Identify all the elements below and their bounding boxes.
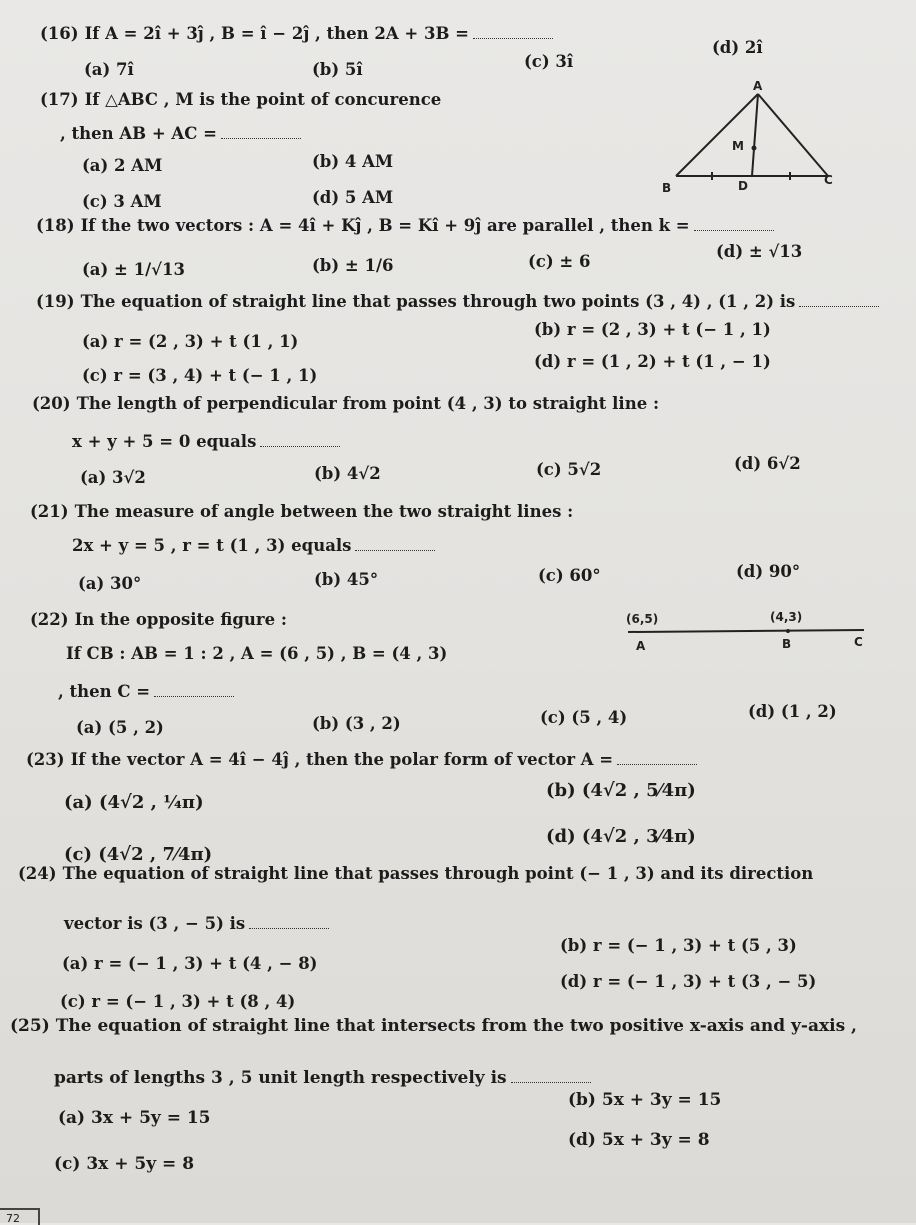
q17-option-c: (c) 3 AM <box>82 192 162 211</box>
answer-blank <box>355 550 435 551</box>
q24-option-a: (a) r = (− 1 , 3) + t (4 , − 8) <box>62 954 318 973</box>
q19-option-c: (c) r = (3 , 4) + t (− 1 , 1) <box>82 366 318 385</box>
segment-ac <box>628 630 864 632</box>
question-20-stem: (20) The length of perpendicular from point (4 , 3) to straight line : <box>32 394 660 413</box>
median-ad <box>752 94 758 176</box>
q25-option-c: (c) 3x + 5y = 8 <box>54 1154 195 1174</box>
q16-option-c: (c) 3î <box>524 52 574 71</box>
q23-option-b: (b) (4√2 , 5⁄4π) <box>546 780 696 801</box>
point-m <box>752 146 757 151</box>
q16-option-a: (a) 7î <box>84 60 134 79</box>
label-b: B <box>662 181 672 195</box>
q18-option-d: (d) ± √13 <box>716 242 803 261</box>
q25-option-a: (a) 3x + 5y = 15 <box>58 1108 211 1128</box>
q19-option-b: (b) r = (2 , 3) + t (− 1 , 1) <box>534 320 771 339</box>
question-22-stem-2: If CB : AB = 1 : 2 , A = (6 , 5) , B = (4 , 3) <box>66 644 448 663</box>
label-m: M <box>732 139 744 153</box>
question-22-stem: (22) In the opposite figure : <box>30 610 287 629</box>
label-d: D <box>738 179 748 193</box>
q19-option-a: (a) r = (2 , 3) + t (1 , 1) <box>82 332 299 351</box>
point-b <box>786 629 790 633</box>
q18-option-c: (c) ± 6 <box>528 252 591 271</box>
triangle-figure <box>656 78 846 198</box>
q21-option-d: (d) 90° <box>736 562 801 581</box>
answer-blank <box>249 928 329 929</box>
q23-option-d: (d) (4√2 , 3⁄4π) <box>546 826 696 847</box>
q18-option-a: (a) ± 1/√13 <box>82 260 185 279</box>
q23-option-a: (a) (4√2 , ¼π) <box>64 792 204 813</box>
q19-option-d: (d) r = (1 , 2) + t (1 , − 1) <box>534 352 771 371</box>
question-24-stem-2: vector is (3 , − 5) is <box>64 916 329 933</box>
answer-blank <box>511 1082 591 1083</box>
answer-blank <box>260 446 340 447</box>
q24-option-c: (c) r = (− 1 , 3) + t (8 , 4) <box>60 992 296 1011</box>
line-segment-figure <box>624 610 874 658</box>
q25-option-b: (b) 5x + 3y = 15 <box>568 1090 722 1110</box>
q22-option-c: (c) (5 , 4) <box>540 708 628 727</box>
coord-b: (4,3) <box>770 610 803 624</box>
answer-blank <box>799 306 879 307</box>
q21-option-c: (c) 60° <box>538 566 601 585</box>
side-ab <box>676 94 758 176</box>
question-25-stem-2: parts of lengths 3 , 5 unit length respectively is <box>54 1070 591 1087</box>
answer-blank <box>221 138 301 139</box>
question-18-stem: (18) If the two vectors : A = 4î + Kĵ , B = Kî + 9ĵ are parallel , then k = <box>36 218 774 235</box>
question-23-stem: (23) If the vector A = 4î − 4ĵ , then the polar form of vector A = <box>26 752 697 769</box>
question-21-stem-2: 2x + y = 5 , r = t (1 , 3) equals <box>72 538 435 555</box>
label-c: C <box>854 635 863 649</box>
question-20-stem-2: x + y + 5 = 0 equals <box>72 434 340 451</box>
q16-option-b: (b) 5î <box>312 60 363 79</box>
q25-option-d: (d) 5x + 3y = 8 <box>568 1130 710 1150</box>
q20-option-a: (a) 3√2 <box>80 468 146 487</box>
q17-option-b: (b) 4 AM <box>312 152 394 171</box>
question-16-stem: (16) If A = 2î + 3ĵ , B = î − 2ĵ , then 2A + 3B = <box>40 26 553 43</box>
page-number: 72 <box>6 1212 20 1225</box>
q21-option-a: (a) 30° <box>78 574 142 593</box>
q20-option-c: (c) 5√2 <box>536 460 602 479</box>
q16-option-d: (d) 2î <box>712 38 763 57</box>
label-a: A <box>636 639 646 653</box>
q23-option-c: (c) (4√2 , 7⁄4π) <box>64 844 213 865</box>
answer-blank <box>473 38 553 39</box>
q22-option-a: (a) (5 , 2) <box>76 718 164 737</box>
answer-blank <box>154 696 234 697</box>
question-24-stem: (24) The equation of straight line that passes through point (− 1 , 3) and its direction <box>18 864 814 883</box>
question-17-stem: (17) If △ABC , M is the point of concurence <box>40 90 442 109</box>
q24-option-b: (b) r = (− 1 , 3) + t (5 , 3) <box>560 936 797 955</box>
q20-option-d: (d) 6√2 <box>734 454 801 473</box>
label-a: A <box>753 79 763 93</box>
q24-option-d: (d) r = (− 1 , 3) + t (3 , − 5) <box>560 972 817 991</box>
answer-blank <box>617 764 697 765</box>
q18-option-b: (b) ± 1/6 <box>312 256 394 275</box>
question-21-stem: (21) The measure of angle between the two straight lines : <box>30 502 574 521</box>
q17-option-a: (a) 2 AM <box>82 156 163 175</box>
question-25-stem: (25) The equation of straight line that intersects from the two positive x-axis and y-axis , <box>10 1016 857 1036</box>
label-c: C <box>824 173 833 187</box>
q17-option-d: (d) 5 AM <box>312 188 394 207</box>
q22-option-d: (d) (1 , 2) <box>748 702 837 721</box>
label-b: B <box>782 637 792 651</box>
question-17-stem-2: , then AB + AC = <box>60 126 301 143</box>
answer-blank <box>694 230 774 231</box>
side-ac <box>758 94 828 176</box>
q20-option-b: (b) 4√2 <box>314 464 381 483</box>
q21-option-b: (b) 45° <box>314 570 379 589</box>
page-number-box <box>0 1208 40 1225</box>
coord-a: (6,5) <box>626 612 659 626</box>
question-19-stem: (19) The equation of straight line that passes through two points (3 , 4) , (1 , 2) is <box>36 294 879 311</box>
question-22-stem-3: , then C = <box>58 684 234 701</box>
q22-option-b: (b) (3 , 2) <box>312 714 401 733</box>
